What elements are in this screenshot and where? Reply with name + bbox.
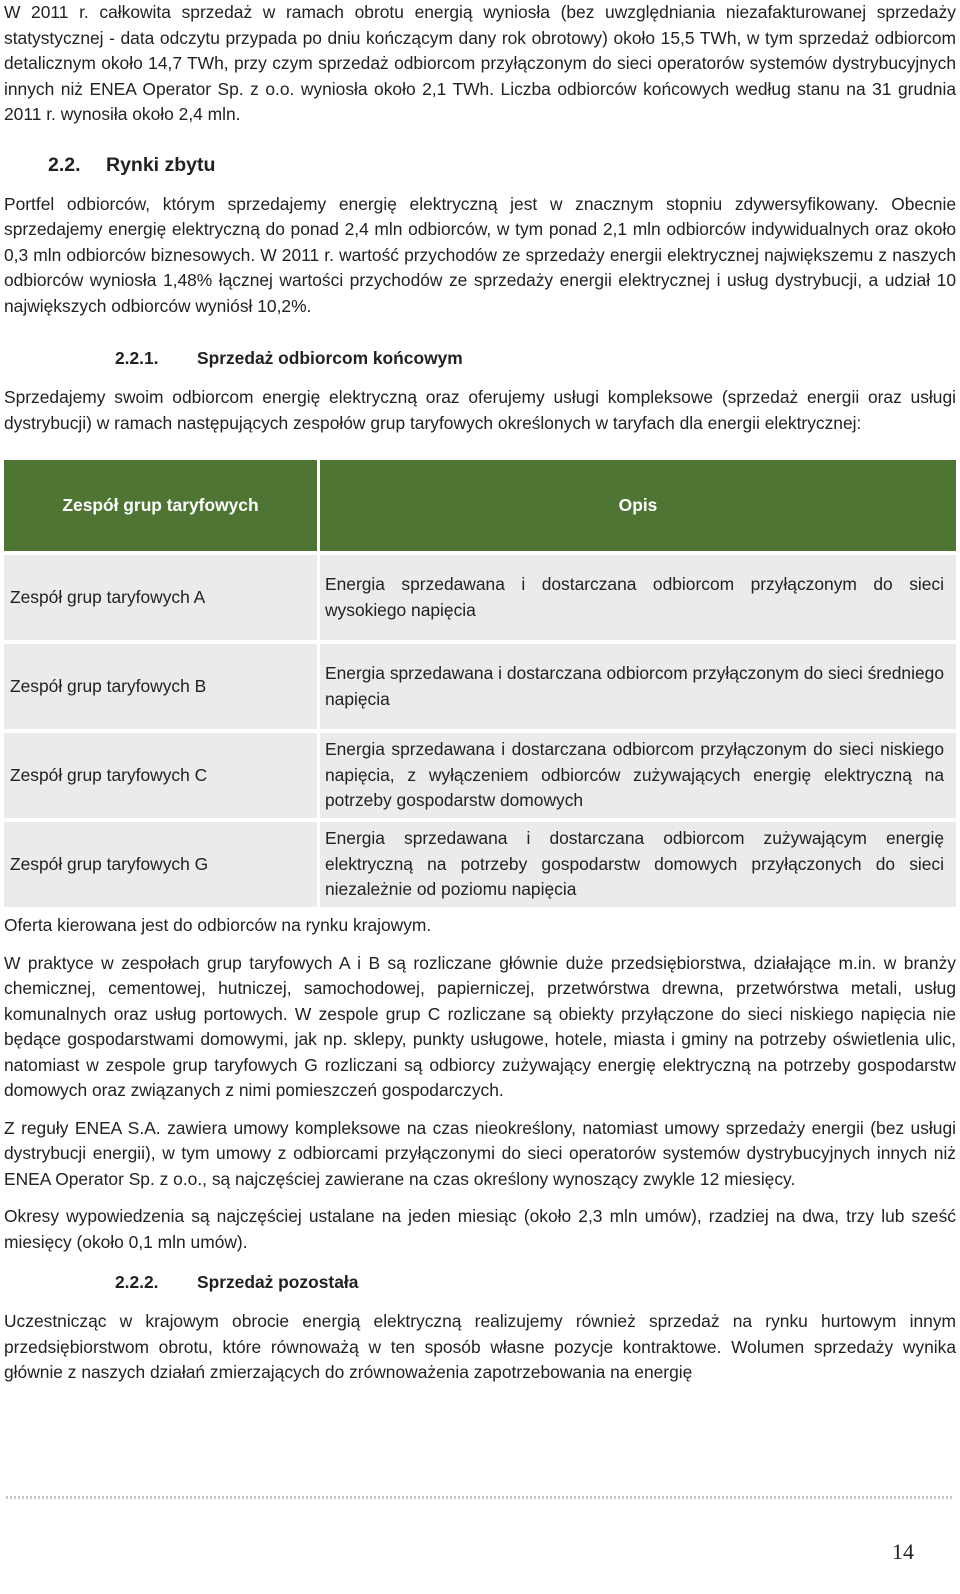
table-row xyxy=(4,822,956,911)
paragraph-domestic-offer: Oferta kierowana jest do odbiorców na rynku krajowym. xyxy=(4,915,432,935)
tariff-groups-table xyxy=(4,460,956,911)
table-row xyxy=(4,733,956,822)
table-cell-group: Zespół grup taryfowych B xyxy=(4,644,320,733)
paragraph-contract-terms: Z reguły ENEA S.A. zawiera umowy kompleksowe na czas nieokreślony, natomiast umowy sprzedaży energii (bez usługi dystrybucji energii), w tym umowy z odbiorcami przyłączonymi do sieci operatorów systemów dystrybucyjnych innych niż ENEA Operator Sp. z o.o., są najczęściej zawierane na czas określony wynoszący zwykle 12 miesięcy. xyxy=(4,1117,956,1189)
table-cell-description: Energia sprzedawana i dostarczana odbiorcom przyłączonym do sieci wysokiego napięcia xyxy=(320,555,956,644)
section-title: Sprzedaż odbiorcom końcowym xyxy=(197,348,463,368)
table-cell-group: Zespół grup taryfowych A xyxy=(4,555,320,644)
section-title: Rynki zbytu xyxy=(106,153,216,176)
table-cell-description: Energia sprzedawana i dostarczana odbiorcom zużywającym energię elektryczną na potrzeby gospodarstw domowych przyłączonych do sieci niezależnie od poziomu napięcia xyxy=(320,822,956,911)
table-cell-description: Energia sprzedawana i dostarczana odbiorcom przyłączonym do sieci średniego napięcia xyxy=(320,644,956,733)
paragraph-notice-periods: Okresy wypowiedzenia są najczęściej ustalane na jeden miesiąc (około 2,3 mln umów), rzadziej na dwa, trzy lub sześć miesięcy (około 0,1 mln umów). xyxy=(4,1206,956,1252)
paragraph-tariff-intro: Sprzedajemy swoim odbiorcom energię elektryczną oraz oferujemy usługi kompleksowe (sprzedaż energii oraz usługi dystrybucji) w ramach następujących zespołów grup taryfowych określonych w taryfach dla energii elektrycznej: xyxy=(4,387,956,433)
section-heading-2-2-1 xyxy=(115,345,956,371)
table-cell-group: Zespół grup taryfowych C xyxy=(4,733,320,822)
paragraph-customer-portfolio: Portfel odbiorców, którym sprzedajemy energię elektryczną jest w znacznym stopniu zdywersyfikowany. Obecnie sprzedajemy energię elektryczną do ponad 2,4 mln odbiorców, w tym ponad 2,1 mln odbiorców indywidualnych oraz około 0,3 mln odbiorców biznesowych. W 2011 r. wartość przychodów ze sprzedaży energii elektrycznej największemu z naszych odbiorców wyniosła 1,48% łącznej wartości przychodów ze sprzedaży energii elektrycznej i usług dystrybucji, a udział 10 największych odbiorców wyniósł 10,2%. xyxy=(4,193,956,316)
footer-divider xyxy=(6,1496,954,1499)
page-number: 14 xyxy=(892,1539,914,1564)
table-header-row xyxy=(4,460,956,555)
table-row xyxy=(4,644,956,733)
section-number: 2.2.1. xyxy=(115,348,159,368)
paragraph-wholesale-sales: Uczestnicząc w krajowym obrocie energią elektryczną realizujemy również sprzedaż na rynku hurtowym innym przedsiębiorstwom obrotu, które równoważą w ten sposób własne pozycje kontraktowe. Wolumen sprzedaży wynika głównie z naszych działań zmierzających do zrównoważenia zapotrzebowania na energię xyxy=(4,1311,956,1382)
section-heading-2-2 xyxy=(48,152,956,178)
column-header-description: Opis xyxy=(320,460,956,555)
table-cell-description: Energia sprzedawana i dostarczana odbiorcom przyłączonym do sieci niskiego napięcia, z wyłączeniem odbiorców zużywających energię elektryczną na potrzeby gospodarstw domowych xyxy=(320,733,956,822)
table-row xyxy=(4,555,956,644)
table-cell-group: Zespół grup taryfowych G xyxy=(4,822,320,911)
paragraph-tariff-practice: W praktyce w zespołach grup taryfowych A i B są rozliczane głównie duże przedsiębiorstwa, działające m.in. w branży chemicznej, cementowej, hutniczej, samochodowej, papierniczej, przetwórstwa drewna, przetwórstwa metali, usług komunalnych oraz usług portowych. W zespole grup C rozliczane są obiekty przyłączone do sieci niskiego napięcia nie będące gospodarstwami domowymi, jak np. sklepy, punkty usługowe, hotele, miasta i gminy na potrzeby oświetlenia ulic, natomiast w zespole grup taryfowych G rozliczani są odbiorcy zużywający energię elektryczną na potrzeby gospodarstw domowych oraz związanych z nimi pomieszczeń gospodarczych. xyxy=(4,952,956,1100)
section-title: Sprzedaż pozostała xyxy=(197,1272,359,1292)
page-content xyxy=(4,0,956,1386)
paragraph-sales-2011: W 2011 r. całkowita sprzedaż w ramach obrotu energią wyniosła (bez uwzględniania niezafakturowanej sprzedaży statystycznej - data odczytu przypada po dniu kończącym dany rok obrotowy) około 15,5 TWh, w tym sprzedaż odbiorcom detalicznym około 14,7 TWh, przy czym sprzedaż odbiorcom przyłączonym do sieci operatorów systemów dystrybucyjnych innych niż ENEA Operator Sp. z o.o. wyniosła około 2,1 TWh. Liczba odbiorców końcowych według stanu na 31 grudnia 2011 r. wynosiła około 2,4 mln. xyxy=(4,2,956,124)
section-number: 2.2.2. xyxy=(115,1272,159,1292)
column-header-group: Zespół grup taryfowych xyxy=(4,460,320,555)
section-number: 2.2. xyxy=(48,153,81,176)
section-heading-2-2-2 xyxy=(115,1269,956,1295)
